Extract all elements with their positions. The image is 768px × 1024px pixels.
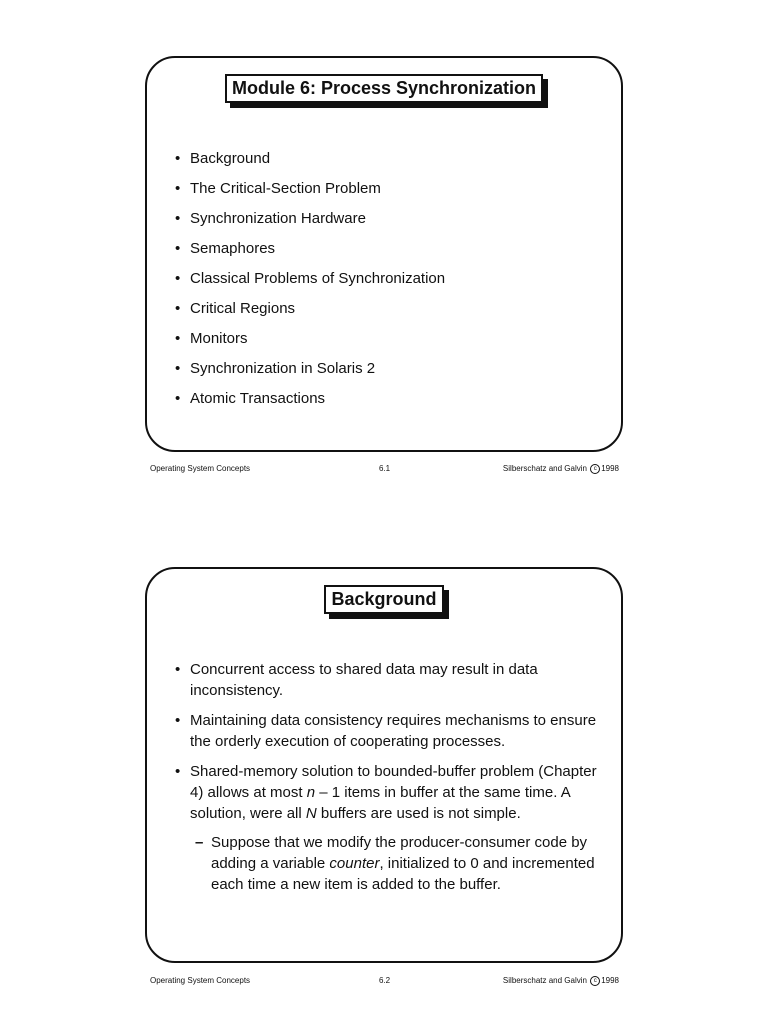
footer-book-title: Operating System Concepts: [150, 976, 251, 985]
slide-6-2: [145, 567, 623, 963]
list-item: • Monitors: [175, 330, 248, 347]
bullet-icon: •: [175, 240, 181, 257]
footer-slide-number: 6.2: [378, 976, 391, 985]
footer-credit: Silberschatz and Galvin c 1998: [502, 976, 619, 986]
list-item: • Background: [175, 150, 271, 167]
bullet-icon: •: [175, 150, 181, 167]
copyright-icon: c: [590, 464, 600, 474]
slide-title: Background: [324, 585, 443, 614]
list-item: • Concurrent access to shared data may result in data inconsistency.: [175, 661, 538, 699]
bullet-icon: •: [175, 712, 181, 729]
bullet-icon: •: [175, 330, 181, 347]
topic-list: [175, 148, 601, 418]
copyright-icon: c: [590, 976, 600, 986]
slide-6-1: [145, 56, 623, 452]
bullet-icon: •: [175, 300, 181, 317]
footer-book-title: Operating System Concepts: [150, 464, 251, 473]
list-item: • Critical Regions: [175, 300, 296, 317]
list-item: • Synchronization in Solaris 2: [175, 360, 376, 377]
sub-list-item: – Suppose that we modify the producer-consumer code by adding a variable counter, initialized to 0 and incremented each time a new item is added to the buffer.: [195, 834, 595, 893]
bullet-icon: •: [175, 270, 181, 287]
list-item: • Classical Problems of Synchronization: [175, 270, 446, 287]
footer-credit: Silberschatz and Galvin c 1998: [502, 464, 619, 474]
bullet-icon: •: [175, 390, 181, 407]
list-item: • Semaphores: [175, 240, 276, 257]
dash-icon: –: [195, 834, 204, 851]
sub-list: [195, 832, 601, 895]
bullet-icon: •: [175, 210, 181, 227]
footer-slide-number: 6.1: [378, 464, 391, 473]
bullet-icon: •: [175, 180, 181, 197]
background-list: [175, 659, 601, 904]
list-item: • Synchronization Hardware: [175, 210, 366, 227]
bullet-icon: •: [175, 360, 181, 377]
list-item: • The Critical-Section Problem: [175, 180, 381, 197]
slide-title: Module 6: Process Synchronization: [225, 74, 543, 103]
bullet-icon: •: [175, 661, 181, 678]
list-item: • Maintaining data consistency requires mechanisms to ensure the orderly execution of cooperating processes.: [175, 712, 597, 750]
bullet-icon: •: [175, 763, 181, 780]
list-item: • Atomic Transactions: [175, 390, 326, 407]
list-item: • Shared-memory solution to bounded-buffer problem (Chapter 4) allows at most n – 1 items in buffer at the same time. A solution, were all N buffers are used is not simple. – Suppose that we modify the producer-consumer code by adding a variable counter, initialized to 0 and incremented each time a new item is added to the buffer.: [175, 761, 601, 895]
